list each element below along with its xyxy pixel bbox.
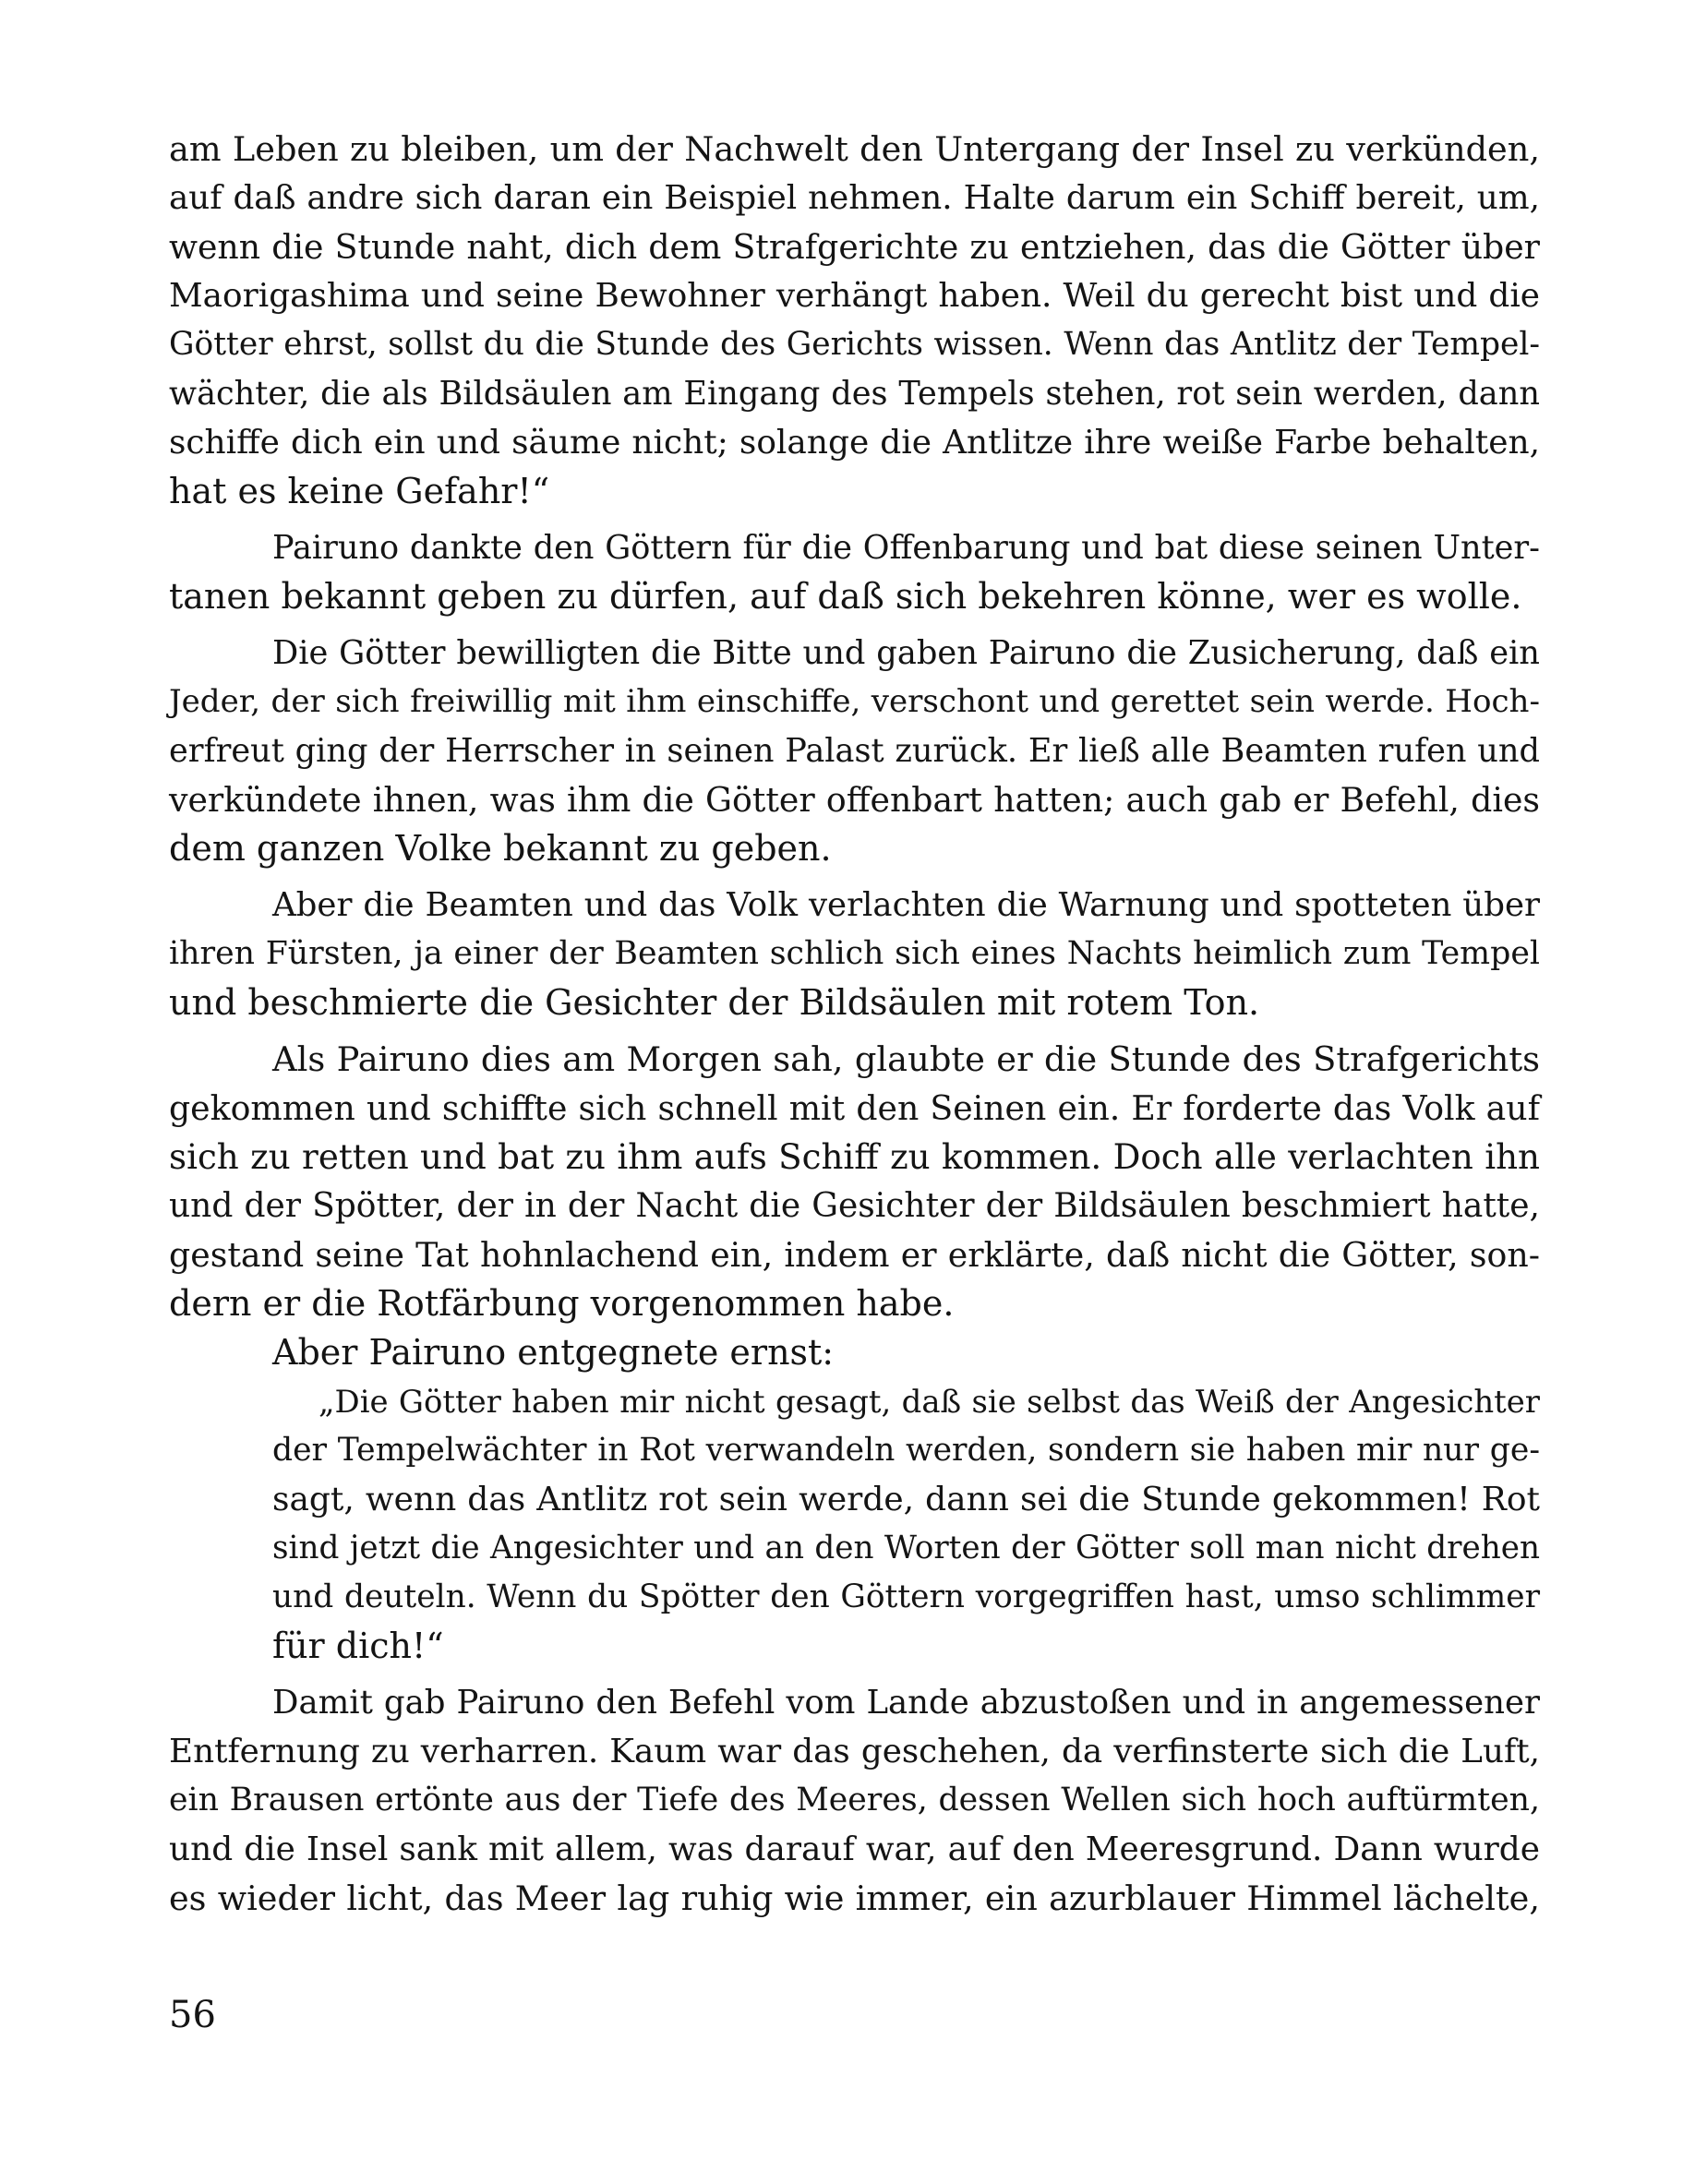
text-line: Pairuno dankte den Göttern für die Offenbarung und bat diese seinen Unter-	[272, 529, 1540, 567]
text-line: tanen bekannt geben zu dürfen, auf daß sich bekehren könne, wer es wolle.	[169, 576, 1522, 617]
text-line: wächter, die als Bildsäulen am Eingang des Tempels stehen, rot sein werden, dann	[169, 375, 1540, 413]
paragraph	[169, 1035, 1540, 1328]
text-line: ein Brausen ertönte aus der Tiefe des Meeres, dessen Wellen sich hoch auftürmten,	[169, 1782, 1540, 1818]
text-line: Die Götter bewilligten die Bitte und gaben Pairuno die Zusicherung, daß ein	[272, 634, 1540, 672]
text-line: wenn die Stunde naht, dich dem Strafgerichte zu entziehen, das die Götter über	[169, 227, 1540, 267]
text-line: am Leben zu bleiben, um der Nachwelt den Untergang der Insel zu verkünden,	[169, 129, 1540, 169]
text-line: dern er die Rotfärbung vorgenommen habe.	[169, 1283, 955, 1324]
text-line: es wieder licht, das Meer lag ruhig wie immer, ein azurblauer Himmel lächelte,	[169, 1878, 1540, 1918]
paragraph	[169, 881, 1540, 1027]
text-line: dem ganzen Volke bekannt zu geben.	[169, 828, 832, 869]
text-line: für dich!“	[272, 1626, 444, 1666]
page-text	[169, 125, 1540, 1923]
text-line: auf daß andre sich daran ein Beispiel nehmen. Halte darum ein Schiff bereit, um,	[169, 179, 1540, 217]
block-quote	[169, 1377, 1540, 1671]
paragraph	[169, 629, 1540, 873]
text-line: sind jetzt die Angesichter und an den Worten der Götter soll man nicht drehen	[272, 1530, 1540, 1566]
paragraph	[169, 125, 1540, 516]
text-line: sich zu retten und bat zu ihm aufs Schiff zu kommen. Doch alle verlachten ihn	[169, 1136, 1540, 1177]
text-line: Entfernung zu verharren. Kaum war das geschehen, da verfinsterte sich die Luft,	[169, 1733, 1540, 1770]
text-line: verkündete ihnen, was ihm die Götter offenbart hatten; auch gab er Befehl, dies	[169, 780, 1540, 820]
text-line: gekommen und schiffte sich schnell mit den Seinen ein. Er forderte das Volk auf	[169, 1088, 1540, 1128]
paragraph	[169, 523, 1540, 621]
text-line: „Die Götter haben mir nicht gesagt, daß sie selbst das Weiß der Angesichter	[319, 1384, 1540, 1420]
text-line: und der Spötter, der in der Nacht die Gesichter der Bildsäulen beschmiert hatte,	[169, 1187, 1540, 1225]
text-line: schiffe dich ein und säume nicht; solange die Antlitze ihre weiße Farbe behalten,	[169, 424, 1540, 462]
text-line: sagt, wenn das Antlitz rot sein werde, dann sei die Stunde gekommen! Rot	[272, 1481, 1540, 1518]
text-line: Aber die Beamten und das Volk verlachten die Warnung und spotteten über	[272, 886, 1540, 924]
paragraph	[169, 1328, 1540, 1377]
text-line: und deuteln. Wenn du Spötter den Göttern vorgegriffen hast, umso schlimmer	[272, 1578, 1540, 1615]
text-line: hat es keine Gefahr!“	[169, 471, 550, 511]
text-line: Maorigashima und seine Bewohner verhängt haben. Weil du gerecht bist und die	[169, 277, 1540, 315]
text-line: erfreut ging der Herrscher in seinen Palast zurück. Er ließ alle Beamten rufen und	[169, 732, 1540, 770]
text-line: Aber Pairuno entgegnete ernst:	[272, 1332, 835, 1373]
text-line: Damit gab Pairuno den Befehl vom Lande abzustoßen und in angemessener	[272, 1684, 1540, 1722]
text-line: Als Pairuno dies am Morgen sah, glaubte er die Stunde des Strafgerichts	[272, 1039, 1540, 1079]
text-line: gestand seine Tat hohnlachend ein, indem er erklärte, daß nicht die Götter, son-	[169, 1235, 1540, 1275]
paragraph	[169, 1678, 1540, 1923]
text-line: ihren Fürsten, ja einer der Beamten schlich sich eines Nachts heimlich zum Tempel	[169, 935, 1540, 972]
text-line: Jeder, der sich freiwillig mit ihm einschiffe, verschont und gerettet sein werde. Hoch-	[169, 683, 1540, 720]
text-line: der Tempelwächter in Rot verwandeln werden, sondern sie haben mir nur ge-	[272, 1432, 1540, 1469]
text-line: und beschmierte die Gesichter der Bildsäulen mit rotem Ton.	[169, 982, 1260, 1023]
text-line: Götter ehrst, sollst du die Stunde des Gerichts wissen. Wenn das Antlitz der Tempel-	[169, 326, 1540, 363]
page-number: 56	[169, 1994, 216, 2036]
text-line: und die Insel sank mit allem, was darauf war, auf den Meeresgrund. Dann wurde	[169, 1830, 1540, 1868]
